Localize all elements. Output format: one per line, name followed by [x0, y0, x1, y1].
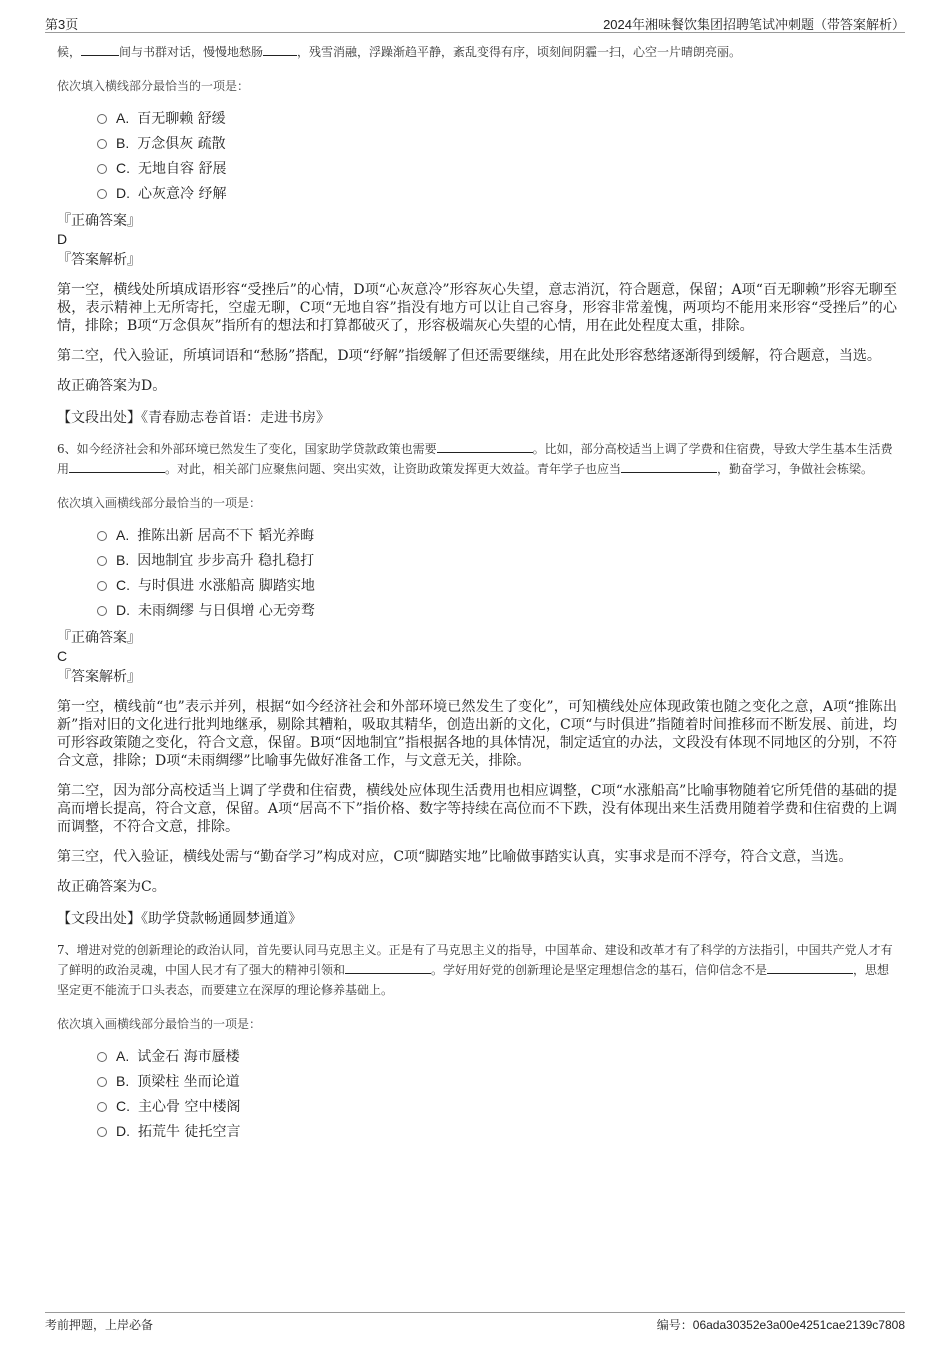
- option-d[interactable]: D. 未雨绸缪 与日俱增 心无旁骛: [97, 598, 897, 623]
- option-d[interactable]: D. 心灰意冷 纾解: [97, 181, 897, 206]
- option-c[interactable]: C. 主心骨 空中楼阁: [97, 1094, 897, 1119]
- fill-blank: [767, 961, 853, 974]
- option-d[interactable]: D. 拓荒牛 徒托空言: [97, 1119, 897, 1144]
- radio-button[interactable]: [97, 581, 107, 591]
- radio-button[interactable]: [97, 556, 107, 566]
- analysis-conclusion: 故正确答案为C。: [57, 879, 166, 895]
- correct-answer: D: [57, 231, 68, 247]
- page-header: [45, 12, 905, 33]
- stem-text: 。学好用好党的创新理论是坚定理想信念的基石，信仰信念不是: [431, 963, 768, 977]
- stem-text: 。对此，相关部门应聚焦问题、突出实效，让资助政策发挥更大效益。青年学子也应当: [165, 462, 622, 476]
- question-6-options: [57, 523, 897, 623]
- fill-blank: [345, 961, 431, 974]
- question-5-options: [57, 106, 897, 206]
- document-title: 2024年湘味餐饮集团招聘笔试冲刺题（带答案解析）: [603, 17, 905, 32]
- fill-blank: [69, 460, 165, 473]
- passage-source: 【文段出处】《青春励志卷首语：走进书房》: [57, 410, 330, 426]
- page-footer: [45, 1312, 905, 1335]
- radio-button[interactable]: [97, 189, 107, 199]
- stem-text: 候，: [57, 45, 82, 59]
- page-number: 第3页: [45, 17, 79, 32]
- question-5-stem: [57, 42, 897, 62]
- analysis-paragraph: 第一空，横线前“也”表示并列，根据“如今经济社会和外部环境已然发生了变化”，可知横线处应体现政策也随之变化之意，A项“推陈出新”指对旧的文化进行批判地继承，剔除其糟粕，吸取其精华，创造出新的文化，C项“与时俱进”指随着时间推移而不断发展、前进，均可形容政策随之变化，符合文意，保留。B项“因地制宜”指根据各地的具体情况，制定适宜的办法，文段没有体现不同地区的分别，不符合文意，排除；D项“未雨绸缪”比喻事先做好准备工作，与文意无关，排除。: [57, 699, 897, 769]
- correct-answer: C: [57, 648, 68, 664]
- option-a[interactable]: A. 试金石 海市蜃楼: [97, 1044, 897, 1069]
- page-content: [57, 40, 897, 1144]
- radio-button[interactable]: [97, 139, 107, 149]
- analysis-paragraph: 第一空，横线处所填成语形容“受挫后”的心情，D项“心灰意冷”形容灰心失望，意志消沉，符合题意，保留；A项“百无聊赖”形容无聊至极，表示精神上无所寄托，空虚无聊，C项“无地自容”指没有地方可以让自己容身，形容非常羞愧，两项均不能用来形容“受挫后”的心情，排除；B项“万念俱灰”指所有的想法和打算都破灭了，形容极端灰心失望的心情，用在此处程度太重，排除。: [57, 282, 897, 334]
- option-a[interactable]: A. 百无聊赖 舒缓: [97, 106, 897, 131]
- option-c[interactable]: C. 无地自容 舒展: [97, 156, 897, 181]
- question-7-prompt: 依次填入画横线部分最恰当的一项是：: [57, 1017, 262, 1031]
- passage-source: 【文段出处】《助学贷款畅通圆梦通道》: [57, 911, 302, 927]
- question-6-prompt: 依次填入画横线部分最恰当的一项是：: [57, 496, 262, 510]
- stem-text: ，勤奋学习，争做社会栋梁。: [717, 462, 874, 476]
- stem-text: 。比如，部分高校适当上调了学费和住宿费，导致大学生基本生活费用: [57, 442, 893, 476]
- analysis-paragraph: 第二空，代入验证，所填词语和“愁肠”搭配，D项“纾解”指缓解了但还需要继续，用在此处形容愁绪逐渐得到缓解，符合题意，当选。: [57, 348, 881, 364]
- stem-text: 7、增进对党的创新理论的政治认同，首先要认同马克思主义。正是有了马克思主义的指导，中国革命、建设和改革才有了科学的方法指引，中国共产党人才有了鲜明的政治灵魂，中国人民才有了强大的精神引领和: [57, 943, 893, 977]
- stem-text: 间与书群对话，慢慢地愁肠: [119, 45, 264, 59]
- analysis-paragraph: 第三空，代入验证，横线处需与“勤奋学习”构成对应，C项“脚踏实地”比喻做事踏实认真，实事求是而不浮夸，符合文意，当选。: [57, 849, 853, 865]
- radio-button[interactable]: [97, 164, 107, 174]
- option-a[interactable]: A. 推陈出新 居高不下 韬光养晦: [97, 523, 897, 548]
- analysis-label: 『答案解析』: [57, 252, 141, 268]
- footer-slogan: 考前押题，上岸必备: [45, 1318, 154, 1332]
- radio-button[interactable]: [97, 1052, 107, 1062]
- fill-blank: [263, 43, 297, 56]
- document-code: [657, 1316, 905, 1333]
- analysis-conclusion: 故正确答案为D。: [57, 378, 167, 394]
- radio-button[interactable]: [97, 1102, 107, 1112]
- correct-answer-label: 『正确答案』: [57, 630, 141, 646]
- option-b[interactable]: B. 万念俱灰 疏散: [97, 131, 897, 156]
- analysis-label: 『答案解析』: [57, 669, 141, 685]
- stem-text: ，残雪消融，浮躁渐趋平静，紊乱变得有序，顷刻间阴霾一扫，心空一片晴朗亮丽。: [297, 45, 742, 59]
- question-6-stem: [57, 439, 897, 479]
- radio-button[interactable]: [97, 1127, 107, 1137]
- option-b[interactable]: B. 因地制宜 步步高升 稳扎稳打: [97, 548, 897, 573]
- code-label: 编号：: [656, 1318, 693, 1332]
- question-7-stem: [57, 940, 897, 1000]
- fill-blank: [437, 440, 533, 453]
- fill-blank: [81, 43, 119, 56]
- code-value: 06ada30352e3a00e4251cae2139c7808: [692, 1318, 905, 1332]
- stem-text: 6、如今经济社会和外部环境已然发生了变化，国家助学贷款政策也需要: [57, 442, 437, 456]
- stem-text: ，思想坚定更不能流于口头表态，而要建立在深厚的理论修养基础上。: [57, 963, 890, 997]
- radio-button[interactable]: [97, 531, 107, 541]
- question-5-prompt: 依次填入横线部分最恰当的一项是：: [57, 79, 250, 93]
- radio-button[interactable]: [97, 606, 107, 616]
- radio-button[interactable]: [97, 1077, 107, 1087]
- option-b[interactable]: B. 顶梁柱 坐而论道: [97, 1069, 897, 1094]
- fill-blank: [621, 460, 717, 473]
- analysis-paragraph: 第二空，因为部分高校适当上调了学费和住宿费，横线处应体现生活费用也相应调整，C项“水涨船高”比喻事物随着它所凭借的基础的提高而增长提高，符合文意，保留。A项“居高不下”指价格、数字等持续在高位而不下跌，没有体现出来生活费用随着学费和住宿费的上调而调整，不符合文意，排除。: [57, 783, 897, 835]
- radio-button[interactable]: [97, 114, 107, 124]
- correct-answer-label: 『正确答案』: [57, 213, 141, 229]
- question-7-options: [57, 1044, 897, 1144]
- option-c[interactable]: C. 与时俱进 水涨船高 脚踏实地: [97, 573, 897, 598]
